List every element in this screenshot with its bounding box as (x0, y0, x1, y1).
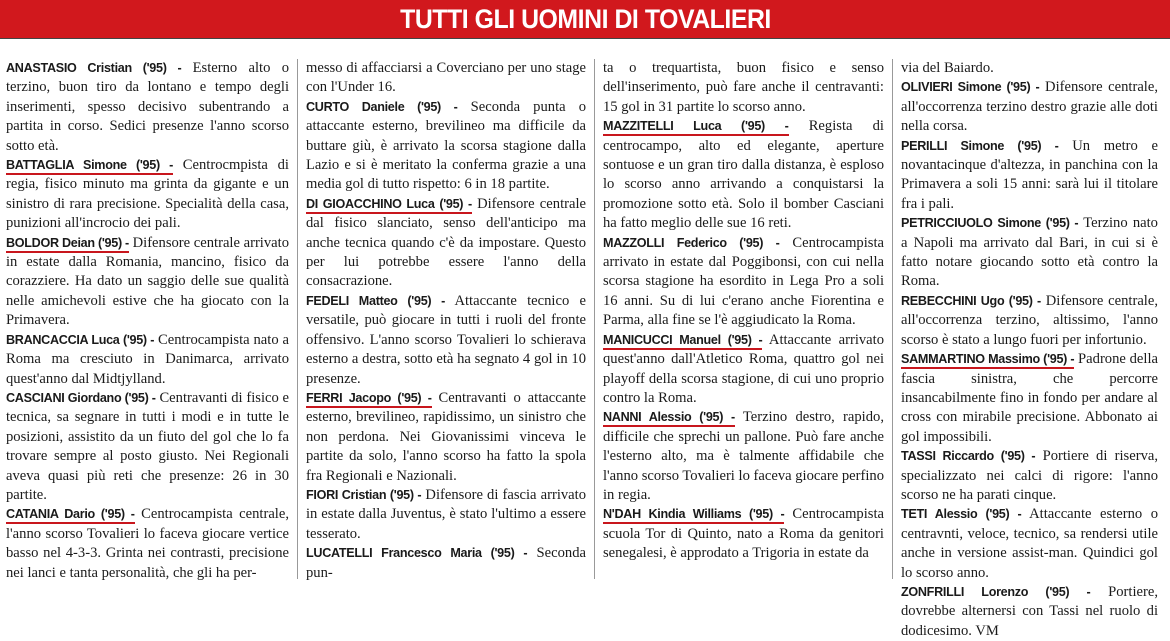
player-name: REBECCHINI Ugo ('95) - (901, 293, 1041, 308)
player-description: Seconda punta o attaccante esterno, brevilineo ma difficile da buttare giù, è arrivato la scorsa stagione dalla Lazio e si è meritato la conferma grazie a una media gol di tutto rispetto: 6 in 18 partite. (306, 98, 587, 193)
player-description: Difensore centrale arrivato in estate dalla Romania, mancino, fisico da corazziere. Ha dato un saggio delle sue qualità nelle amichevoli estive che ha giocato con la Primavera. (6, 234, 289, 329)
player-name: FEDELI Matteo ('95) - (306, 293, 445, 308)
player-name: PERILLI Simone ('95) - (901, 138, 1059, 153)
player-name: CURTO Daniele ('95) - (306, 99, 458, 114)
player-name: N'DAH Kindia Williams ('95) - (603, 507, 784, 524)
player-name: DI GIOACCHINO Luca ('95) - (306, 197, 472, 214)
player-description: Difensore di fascia arrivato in estate dalla Juventus, è stato l'ultimo a essere tesserato. (306, 486, 587, 542)
player-name: FERRI Jacopo ('95) - (306, 391, 432, 408)
player-entry (901, 583, 1158, 641)
player-description: Esterno alto o terzino, buon tiro da lontano e tempo degli inserimenti, spesso decisivo subentrando a partita in corso. Sedici presenze l'anno scorso sotto età. (6, 60, 289, 154)
page-title: TUTTI GLI UOMINI DI TOVALIERI (399, 3, 771, 34)
player-description: Seconda pun- (306, 545, 586, 581)
player-entry (306, 98, 586, 195)
player-description: Centravanti o attaccante esterno, brevilineo, rapidissimo, un sinistro che non perdona. Nei Giovanissimi vinceva le partite da solo, l'anno scorso ha fatto la spola fra Regionali e Nazionali. (306, 389, 586, 484)
player-description: ta o trequartista, buon fisico e senso dell'inserimento, può fare anche il centravanti: 15 gol in 31 partite lo scorso anno. (603, 60, 884, 115)
player-name: TASSI Riccardo ('95) - (901, 449, 1036, 464)
player-description: Centrocampista scuola Tor di Quinto, nato a Roma da genitori senegalesi, è approdato a Trigoria in estate da (603, 506, 884, 562)
player-description: Portiere di riserva, specializzato nei calci di rigore: l'anno scorso ne ha parati cinque. (901, 448, 1158, 503)
player-name: FIORI Cristian ('95) - (306, 487, 422, 502)
player-entry (901, 214, 1158, 292)
player-entry (901, 447, 1158, 505)
player-description: Attaccante arrivato quest'anno dall'Atletico Roma, quattro gol nei playoff della scorsa stagione, di cui uno proprio contro la Roma. (603, 331, 884, 406)
player-name: CASCIANI Giordano ('95) - (6, 390, 156, 405)
player-entry (6, 331, 289, 389)
player-name: NANNI Alessio ('95) - (603, 410, 735, 427)
player-name: PETRICCIUOLO Simone ('95) - (901, 216, 1079, 231)
player-entry (603, 234, 884, 331)
column-2 (306, 59, 595, 579)
player-name: BRANCACCIA Luca ('95) - (6, 332, 155, 347)
article-columns (0, 39, 1170, 639)
player-description: Centravanti di fisico e tecnica, sa segnare in tutti i modi e in tutte le posizioni, assistito da un fiuto del gol che lo fa trovare sempre al posto giusto. Nei Regionali aveva quasi più reti che presenze: 26 in 30 partite. (6, 389, 289, 503)
player-entry (6, 505, 289, 583)
player-entry (6, 59, 289, 156)
player-entry (306, 389, 586, 486)
player-name: SAMMARTINO Massimo ('95) - (901, 352, 1074, 369)
player-entry (901, 292, 1158, 350)
player-name: BOLDOR Deian ('95) - (6, 236, 129, 253)
player-description: Centrocampista centrale, l'anno scorso Tovalieri lo faceva giocare vertice basso nel 4-3-3. Grinta nei contrasti, precisione nei lanci e tanta personalità, che gli ha per- (6, 506, 289, 581)
player-description: Regista di centrocampo, alto ed elegante, aperture sontuose e un gran tiro dalla distanza, è esploso lo scorso anno arrivando a conquistarsi la promozione sotto età. Solo il bomber Casciani ha fatto meglio delle sue 16 reti. (603, 118, 884, 232)
player-entry (306, 544, 586, 583)
player-description: via del Baiardo. (901, 60, 994, 76)
player-name: MANICUCCI Manuel ('95) - (603, 333, 762, 350)
player-entry (603, 408, 884, 505)
player-description: Un metro e novantacinque d'altezza, in panchina con la Primavera a soli 15 anni: sarà lui il titolare fra i pali. (901, 137, 1158, 212)
player-entry (603, 117, 884, 233)
player-description: Terzino nato a Napoli ma arrivato dal Bari, in cui si è fatto notare giocando sotto età contro la Roma. (901, 215, 1158, 290)
column-3 (603, 59, 893, 579)
player-entry (6, 234, 289, 331)
player-entry (306, 292, 586, 389)
player-description: Difensore centrale, all'occorrenza terzino, altissimo, l'anno scorso è stato a lungo fuori per infortunio. (901, 292, 1158, 348)
column-4 (901, 59, 1166, 639)
player-name: OLIVIERI Simone ('95) - (901, 80, 1040, 95)
player-name: LUCATELLI Francesco Maria ('95) - (306, 546, 528, 561)
player-description: Difensore centrale, all'occorrenza terzino destro grazie alle doti nella corsa. (901, 79, 1158, 135)
player-entry (6, 156, 289, 234)
player-name: MAZZOLLI Federico ('95) - (603, 235, 780, 250)
player-description: Difensore centrale dal fisico slanciato, senso dell'anticipo ma anche tecnica quando c'è da impostare. Questo per lui potrebbe essere l'anno della consacrazione. (306, 195, 586, 290)
player-description: Centrocampista arrivato in estate dal Poggibonsi, con cui nella scorsa stagione ha esordito in Lega Pro a soli 16 anni. Su di lui c'erano anche Fiorentina e Parma, alla fine se l'è aggiudicato la Roma. (603, 234, 884, 329)
player-entry (603, 505, 884, 563)
player-name: ZONFRILLI Lorenzo ('95) - (901, 584, 1091, 599)
player-name: CATANIA Dario ('95) - (6, 507, 135, 524)
title-banner (0, 0, 1170, 38)
player-description: Padrone della fascia sinistra, che percorre insancabilmente fino in fondo per andare al cross con mirabile precisione. Abbonato ai gol impossibili. (901, 351, 1158, 445)
player-description: messo di affacciarsi a Coverciano per uno stage con l'Under 16. (306, 60, 586, 96)
player-name: MAZZITELLI Luca ('95) - (603, 119, 789, 136)
player-entry (901, 137, 1158, 215)
player-description: Attaccante esterno o centravnti, veloce, tecnico, sa rendersi utile anche in versione assist-man. Quindici gol lo scorso anno. (901, 506, 1159, 581)
column-1 (6, 59, 298, 579)
player-description: Portiere, dovrebbe alternersi con Tassi nel ruolo di dodicesimo. VM (901, 583, 1158, 639)
player-entry (901, 350, 1158, 447)
player-entry (603, 59, 884, 117)
player-entry (6, 389, 289, 505)
player-entry (901, 78, 1158, 136)
player-name: ANASTASIO Cristian ('95) - (6, 61, 182, 75)
player-description: Centrocampista nato a Roma ma cresciuto in Danimarca, arrivato quest'anno dal Midtjylland. (6, 331, 289, 387)
player-name: BATTAGLIA Simone ('95) - (6, 158, 173, 175)
player-description: Centrocmpista di regia, fisico minuto ma grinta da gigante e un sinistro di rara precisione. Specialità della casa, punizioni all'incrocio dei pali. (6, 157, 289, 232)
player-entry (901, 59, 1158, 78)
player-name: TETI Alessio ('95) - (901, 507, 1022, 522)
player-entry (603, 331, 884, 409)
player-entry (306, 195, 586, 292)
player-description: Attaccante tecnico e versatile, può giocare in tutti i ruoli del fronte offensivo. L'anno scorso Tovalieri lo schierava esterno a destra, sotto età ha segnato 4 gol in 10 presenze. (306, 292, 586, 387)
player-description: Terzino destro, rapido, difficile che sprechi un pallone. Può fare anche l'esterno alto, ma è talmente affidabile che l'anno scorso Tovalieri lo faceva giocare perfino in regia. (603, 409, 884, 503)
player-entry (901, 505, 1158, 583)
player-entry (306, 486, 586, 544)
player-entry (306, 59, 586, 98)
